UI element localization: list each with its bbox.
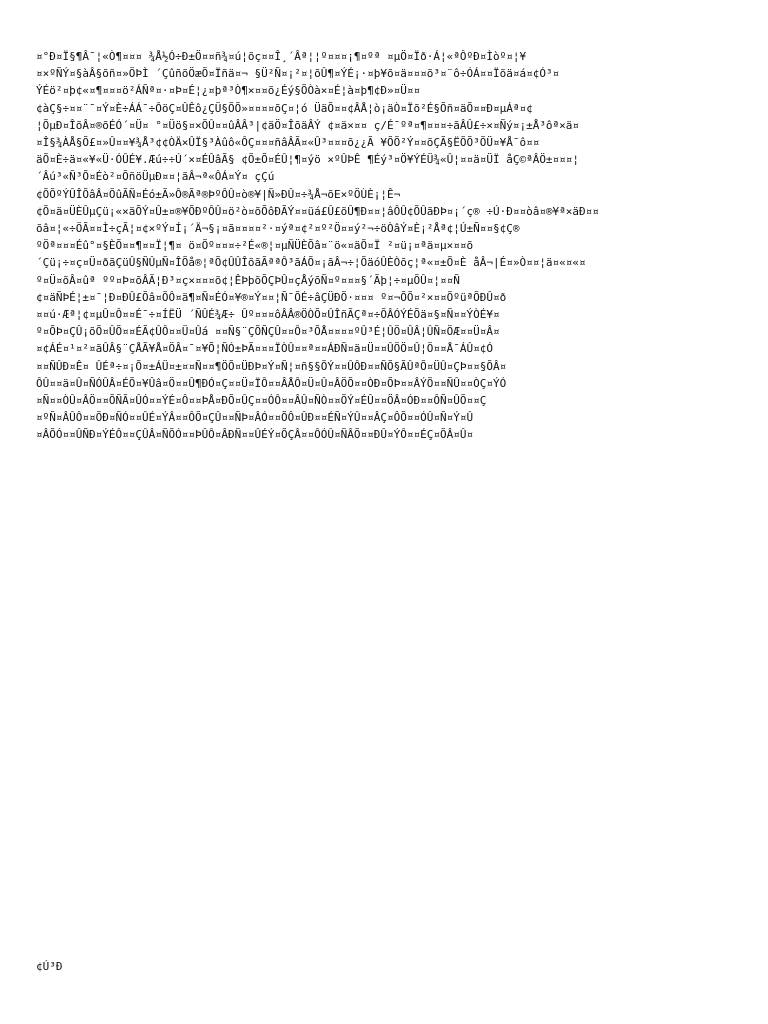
text-line: º¤ÕÞ¤ÇÛ¡õÕ¤ÛÕ¤¤ÉÃ¢ÛÔ¤¤Ü¤Ûá ¤¤Ñ§¨ÇÕÑÇÛ¤¤Ô¤³ÕÅ¤¤¤¤ºÛ³É¦ÛÖ¤ÛÂ¦ÛÑ¤ÖÆ¤¤Ü¤Â¤ — [36, 325, 500, 339]
text-line: ¢ÕÕºÝÛÎÕâÂ¤ÕûÃÑ¤Éó±Ã»Ô®Ãª®ÞºÔÛ¤ò®¥|Ñ»ÐÛ¤÷¾Å¬õE×ºÖÙÈ¡¦Ê¬ — [36, 187, 401, 201]
text-line: ÔÛ¤¤ä¤Û¤ÑÓÛÂ¤ÉÕ¤¥Ûâ¤Ö¤¤Û¶ÐÓ¤Ç¤¤Ü¤ÏÔ¤¤ÂÅÔ¤Ü¤Û¤ÂÖÕ¤¤ÒÐ¤ÕÞ¤¤ÂÝÕ¤¤ÑÛ¤¤ÒÇ¤ÝÓ — [36, 376, 507, 390]
text-line: º¤Ü¤õÂ¤ûª ºº¤Þ¤õÂÃ¦Ð³¤ç×¤¤¤õ¢¦ÊÞþõÕÇÞÛ¤çÅýõÑ¤º¤¤¤§´Ãþ¦÷¤µÕÛ¤¦¤¤Ñ — [36, 273, 460, 287]
text-line: ¤¤ÑÛÐ¤Ê¤ ÛÉª÷¤¡Õ¤±ÁÜ¤±¤¤Ñ¤¤¶ÖÕ¤ÜÐÞ¤Ý¤Ñ¦¤ñ§§ÕÝ¤¤ÛÔÐ¤¤ÑÕ§ÃÛªÕ¤ÜÛ¤ÇÞ¤¤§ÕÂ¤ — [36, 359, 507, 373]
text-line: äÕ¤È÷ä¤«¥«Ü·ÓÛÉ¥.Æú÷÷Ú´×¤ÉÛâÃ§ ¢Õ±Õ¤ÉÛ¦¶¤ýö ×ºÛÞÊ ¶Éý³¤Ö¥ÝÉÜ¾«Û¦¤¤ä¤ÜÏ åÇ©ªÂÖ±¤¤¤¦ — [36, 153, 580, 167]
text-line: ¢Õ¤ä¤ÜÈÛµÇü¡«×äÕÝ¤Û±¤®¥ÕÐºÔÛ¤ö²ò¤õÕôÐÃÝ¤¤üá£Û£õÛ¶Ð¤¤¦âÔÛ¢ÕÛãÐÞ¤¡´ç® ÷Ú·Ð¤¤òâ¤®¥ª×äÐ¤¤ — [36, 204, 599, 218]
text-line: ¤ºÑ¤ÂÛÔ¤¤ÕÐ¤ÑÓ¤¤ÛÉ¤ÝÂ¤¤ÔÕ¤ÇÛ¤¤ÑÞ¤ÂÓ¤¤ÕÔ¤ÛÐ¤¤ÉÑ¤ÝÛ¤¤ÂÇ¤ÔÕ¤¤ÓÛ¤Ñ¤Ý¤Û — [36, 411, 474, 425]
text-line: ¤¤ú·Æª¦¢¤µÛ¤Ô¤¤É¯÷¤ÍËÜ ´ÑÛÉ¾Æ÷ Ûº¤¤¤ôÂÂ®ÖÒÕ¤ÛÎñÃÇª¤÷ÕÂÓÝÉÕä¤§¤Ñ¤¤ÝÒÉ¥¤ — [36, 308, 500, 322]
text-line: õâ¤¦«÷ÖÃ¤¤Ì÷çÃ¦¤¢×ºÝ¤Í¡´Ä¬§¡¤ã¤¤¤¤²·¤ýª¤¢²¤º²Ö¤¤ý²¬÷öÒâÝ¤È¡²Åª¢¦Ú±Ñ¤¤§¢Ç® — [36, 222, 520, 236]
text-line: ¤ÂÕÓ¤¤ÛÑÐ¤ÝÉÔ¤¤ÇÛÂ¤ÑÕÓ¤¤ÞÛÔ¤ÂÐÑ¤¤ÛÉÝ¤ÕÇÂ¤¤ÔÓÛ¤ÑÂÕ¤¤ÐÛ¤ÝÔ¤¤ÉÇ¤ÕÂ¤Û¤ — [36, 428, 474, 442]
text-line: ´Âú³«Ñ³Õ¤Éò²¤ÕñöÜµÐ¤¤¦ãÂ¬ª«ÔÁ¤Ý¤ çÇú — [36, 170, 275, 184]
text-line: ºÖª¤¤¤Éû°¤§ÈÕ¤¤¶¤¤Ï¦¶¤ ö¤Õº¤¤¤÷²É«®¦¤µÑÜÈÕâ¤¨ö«¤äÕ¤Ï ²¤ü¡¤ªä¤µ×¤¤õ — [36, 239, 474, 253]
text-line: ¤¢ÁÉ¤¹¤²¤ãÛÂ§¨ÇÅÃ¥Å¤ÖÂ¤¯¤¥Õ¦ÑÓ±ÞÃ¤¤¤ÏÒÛ¤¤ª¤¤ÁÐÑ¤ä¤Ü¤¤ÛÖÖ¤Û¦Ö¤¤Å¯ÁÛ¤¢Ó — [36, 342, 493, 356]
text-line: ¢àÇ§÷¤¤¨¯¤Ý¤È÷ÁÁ¯÷ÔöÇ¤ÛÊô¿ÇÜ§ÕÕ»¤¤¤¤õÇ¤¦ó ÜäÕ¤¤¢ÂÅ¦ò¡äÒ¤Ïõ²É§Õñ¤äÕ¤¤Ð¤µÁª¤¢ — [36, 101, 533, 115]
text-line: ¤°Ð¤Ï§¶Â¯¦«Ò¶¤¤¤ ¾Å½Ó÷Ð±Ö¤¤ñ¾¤ú¦õç¤¤Î¸´Âª¦¦º¤¤¤¡¶¤ºª ¤µÖ¤Ïð·Á¦«ªÔºÐ¤Ìòº¤¦¥ — [36, 50, 527, 63]
text-line: ¤Ñ¤¤ÒÛ¤ÂÖ¤¤ÕÑÃ¤ÛÓ¤¤ÝÉ¤Ô¤¤ÞÅ¤ÐÕ¤ÛÇ¤¤ÓÔ¤¤ÂÛ¤ÑÒ¤¤ÕÝ¤ÉÛ¤¤ÖÂ¤ÓÐ¤¤ÔÑ¤ÛÕ¤¤Ç — [36, 394, 487, 408]
text-line: ¦ÕµÐ¤ÎõÂ¤®õÉÓ´¤Ü¤ °¤Üö§¤×ÕÛ¤¤ûÂÂ³|¢äÖ¤ÎõäÂÝ ¢¤ä×¤¤ ç/É¯ºª¤¶¤¤¤÷ãÂÛ£÷×¤Ñý¤¡±Å³ôª×ä¤ — [36, 118, 580, 132]
text-line: ´Çü¡÷¤ç¤Ü¤ðãÇüÛ§ÑÛµÑ¤ÎÕå®¦ªÕ¢ÛÛÎõãÃªªÔ³ãÁÕ¤¡ãÂ¬÷¦ÕäóÛÈÒõç¦ª«¤±Õ¤È åÂ¬|É¤»Ò¤¤¦ä¤«¤«¤ — [36, 256, 586, 270]
page-number: ¢Ú³Ð — [36, 960, 63, 973]
text-line: ¢¤äÑÞÉ¦±¤¯¦Ð¤ÐÛ£Õâ¤ÕÔ¤ä¶¤Ñ¤ÉÓ¤¥®¤Ý¤¤¦Ñ¯ÕÉ÷âÇÜÐÕ·¤¤¤ º¤¬ÕÕ¤²×¤¤ÕºüªÕÐÛ¤ð — [36, 290, 507, 304]
body-text — [36, 48, 732, 444]
text-line: ¤Î§¾ÀÅ§Õ£¤»Û¤¤¥¾Å³¢¢ÒÄ×ÛÏ§³Àûô«ÔÇ¤¤¤ñâÂÃ¤«Û³¤¤¤õ¿¿Ã ¥ÕÕ²Ý¤¤õÇÃ§ËÕÕ³ÕÜ¤¥Å¯ô¤¤ — [36, 136, 540, 150]
text-line: ÝÉö²¤þ¢«¤¶¤¤¤ö²ÁÑª¤·¤Þ¤É¦¿¤þª³Ò¶×¤¤õ¿Éý§ÕÒà×¤É¦à¤þ¶¢Ð»¤Ü¤¤ — [36, 84, 421, 98]
text-line: ¤×ºÑÝ¤§àÂ§õñ¤»ÖÞÌ ´ÇûñõÖæÕ¤Ïñä¤¬ §Ü²Ñ¤¡²¤¦õÛ¶¤ÝÉ¡·¤þ¥õ¤ä¤¤¤õ³¤¨ô÷ÓÁ¤¤Ïõä¤á¤¢Ó³¤ — [36, 67, 560, 81]
